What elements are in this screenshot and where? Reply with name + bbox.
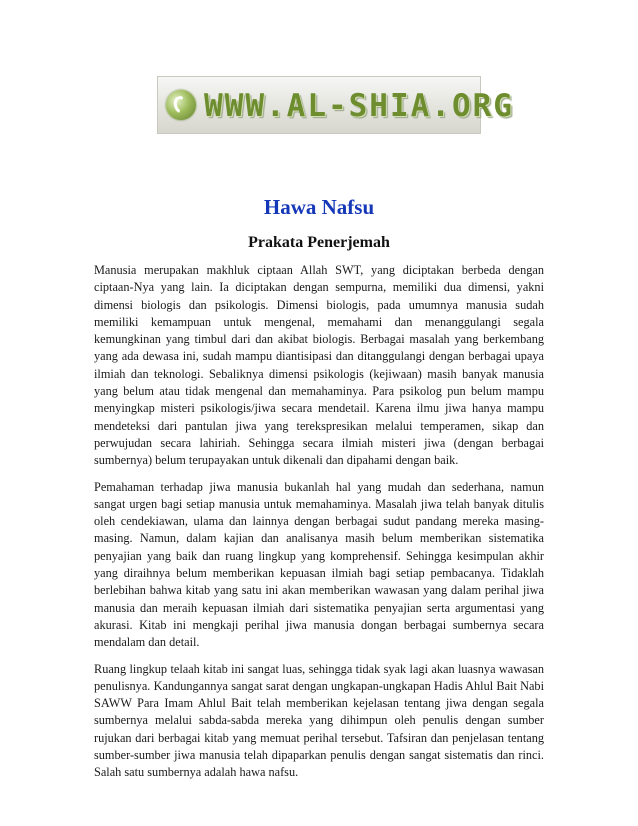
document-title: Hawa Nafsu: [263, 195, 375, 219]
site-logo-banner[interactable]: [157, 76, 514, 134]
globe-icon: [166, 90, 196, 120]
document-subtitle: Prakata Penerjemah: [248, 234, 390, 251]
paragraph-3: Ruang lingkup telaah kitab ini sangat luas, sehingga tidak syak lagi akan luasnya wawasan penulisnya. Kandungannya sangat sarat dengan ungkapan-ungkapan Hadis Ahlul Bait Nabi SAWW Para Imam Ahlul Bait telah memberikan kejelasan tentang jiwa dengan segala sumbernya melalui sabda-sabda mereka yang dihimpun oleh penulis dengan sumber rujukan dari berbagai kitab yang memuat perihal tersebut. Tafsiran dan penjelasan tentang sumber-sumber jiwa manusia telah dipaparkan penulis dengan sangat sistematis dan rinci. Salah satu sumbernya adalah hawa nafsu.: [94, 661, 544, 780]
document-body: [94, 262, 544, 791]
logo-text: WWW.AL-SHIA.ORG: [204, 88, 514, 124]
paragraph-1: Manusia merupakan makhluk ciptaan Allah SWT, yang diciptakan berbeda dengan ciptaan-Nya yang lain. Ia diciptakan dengan sempurna, memiliki dua dimensi, yakni dimensi biologis dan psikologis. Dimensi biologis, pada umumnya manusia sudah memiliki kemampuan untuk mengenal, memahami dan menanggulangi segala kemungkinan yang timbul dari dan akibat biologis. Berbagai masalah yang berkembang yang ada dewasa ini, sudah mampu diantisipasi dan ditanggulangi dengan berbagai upaya ilmiah dan teknologi. Sebaliknya dimensi psikologis (kejiwaan) masih banyak manusia yang belum atau tidak mengenal dan memahaminya. Para psikolog pun belum mampu menyingkap misteri psikologis/jiwa secara mendetail. Karena ilmu jiwa hanya mampu mendeteksi dari pantulan jiwa yang terekspresikan melalui temperamen, sikap dan perwujudan secara lahiriah. Sehingga secara ilmiah misteri jiwa (dengan berbagai sumbernya) belum terupayakan untuk dikenali dan dipahami dengan baik.: [94, 263, 544, 468]
paragraph-2: Pemahaman terhadap jiwa manusia bukanlah hal yang mudah dan sederhana, namun sangat urgen bagi setiap manusia untuk memahaminya. Masalah jiwa telah banyak ditulis oleh cendekiawan, ulama dan lainnya dengan berbagai sudut pandang mereka masing-masing. Namun, dalam kajian dan analisanya masih belum memberikan sistematika penyajian yang baik dan ruang lingkup yang komprehensif. Sehingga kesimpulan akhir yang diraihnya belum memberikan kepuasan ilmiah bagi setiap pembacanya. Tidaklah berlebihan bahwa kitab yang satu ini akan memberikan wawasan yang dalam perihal jiwa manusia dan meraih kepuasan ilmiah dari sistematika penyajian serta argumentasi yang akurasi. Kitab ini mengkaji perihal jiwa manusia dongan berbagai sumbernya secara mendalam dan detail.: [94, 479, 544, 650]
